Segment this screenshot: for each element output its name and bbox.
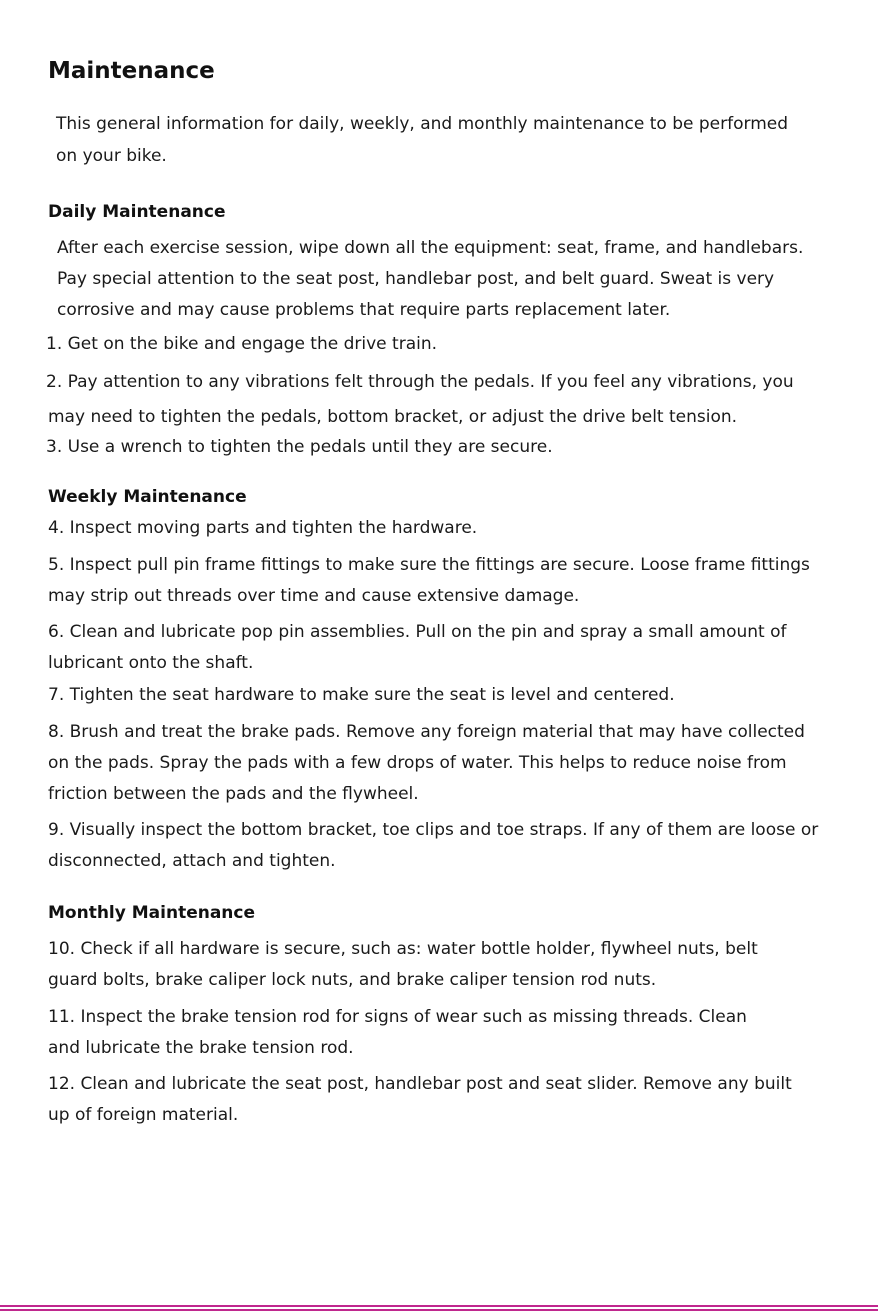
list-item-text: 5. Inspect pull pin frame fittings to make sure the fittings are secure. Loose frame fittings bbox=[48, 555, 810, 575]
list-item-7 bbox=[48, 680, 675, 711]
list-item-text: on the pads. Spray the pads with a few drops of water. This helps to reduce noise from bbox=[48, 753, 787, 773]
list-item-text: and lubricate the brake tension rod. bbox=[48, 1038, 354, 1058]
list-item-text: lubricant onto the shaft. bbox=[48, 653, 254, 673]
list-item-text: 11. Inspect the brake tension rod for signs of wear such as missing threads. Clean bbox=[48, 1007, 747, 1027]
list-item-2 bbox=[46, 365, 794, 435]
list-item-text: 9. Visually inspect the bottom bracket, toe clips and toe straps. If any of them are loose or bbox=[48, 820, 819, 840]
list-item-5 bbox=[48, 550, 810, 612]
list-item-3 bbox=[46, 432, 553, 463]
list-item-text: may strip out threads over time and cause extensive damage. bbox=[48, 586, 580, 606]
list-item-text: guard bolts, brake caliper lock nuts, and brake caliper tension rod nuts. bbox=[48, 970, 657, 990]
list-item-text: may need to tighten the pedals, bottom bracket, or adjust the drive belt tension. bbox=[48, 407, 738, 427]
page-title: Maintenance bbox=[48, 58, 215, 84]
list-item-4 bbox=[48, 513, 477, 544]
list-item-text: 8. Brush and treat the brake pads. Remove any foreign material that may have collected bbox=[48, 722, 805, 742]
intro-line: This general information for daily, weekly, and monthly maintenance to be performed bbox=[56, 114, 789, 134]
daily-desc-line: After each exercise session, wipe down all the equipment: seat, frame, and handlebars. bbox=[57, 238, 804, 258]
list-item-text: 2. Pay attention to any vibrations felt through the pedals. If you feel any vibrations, you bbox=[46, 372, 794, 392]
daily-desc-line: Pay special attention to the seat post, handlebar post, and belt guard. Sweat is very bbox=[57, 269, 775, 289]
daily-heading: Daily Maintenance bbox=[48, 202, 226, 222]
daily-desc-line: corrosive and may cause problems that require parts replacement later. bbox=[57, 300, 671, 320]
weekly-heading: Weekly Maintenance bbox=[48, 487, 247, 507]
list-item-12 bbox=[48, 1069, 792, 1131]
list-item-1 bbox=[46, 329, 437, 360]
intro-line: on your bike. bbox=[56, 146, 167, 166]
intro-text bbox=[56, 108, 836, 172]
list-item-text: friction between the pads and the flywheel. bbox=[48, 784, 419, 804]
list-item-6 bbox=[48, 617, 787, 679]
list-item-text: 7. Tighten the seat hardware to make sure the seat is level and centered. bbox=[48, 685, 675, 705]
list-item-text: 6. Clean and lubricate pop pin assemblies. Pull on the pin and spray a small amount of bbox=[48, 622, 787, 642]
list-item-11 bbox=[48, 1002, 747, 1064]
list-item-text: 3. Use a wrench to tighten the pedals until they are secure. bbox=[46, 437, 553, 457]
list-item-text: 1. Get on the bike and engage the drive train. bbox=[46, 334, 438, 354]
list-item-text: disconnected, attach and tighten. bbox=[48, 851, 336, 871]
list-item-10 bbox=[48, 934, 758, 996]
list-item-text: 4. Inspect moving parts and tighten the hardware. bbox=[48, 518, 478, 538]
list-item-text: up of foreign material. bbox=[48, 1105, 239, 1125]
list-item-9 bbox=[48, 815, 818, 877]
list-item-text: 10. Check if all hardware is secure, such as: water bottle holder, flywheel nuts, belt bbox=[48, 939, 758, 959]
list-item-8 bbox=[48, 717, 805, 810]
daily-description bbox=[57, 233, 803, 326]
monthly-heading: Monthly Maintenance bbox=[48, 903, 256, 923]
list-item-text: 12. Clean and lubricate the seat post, handlebar post and seat slider. Remove any built bbox=[48, 1074, 792, 1094]
footer-rule-inner bbox=[0, 1310, 878, 1311]
